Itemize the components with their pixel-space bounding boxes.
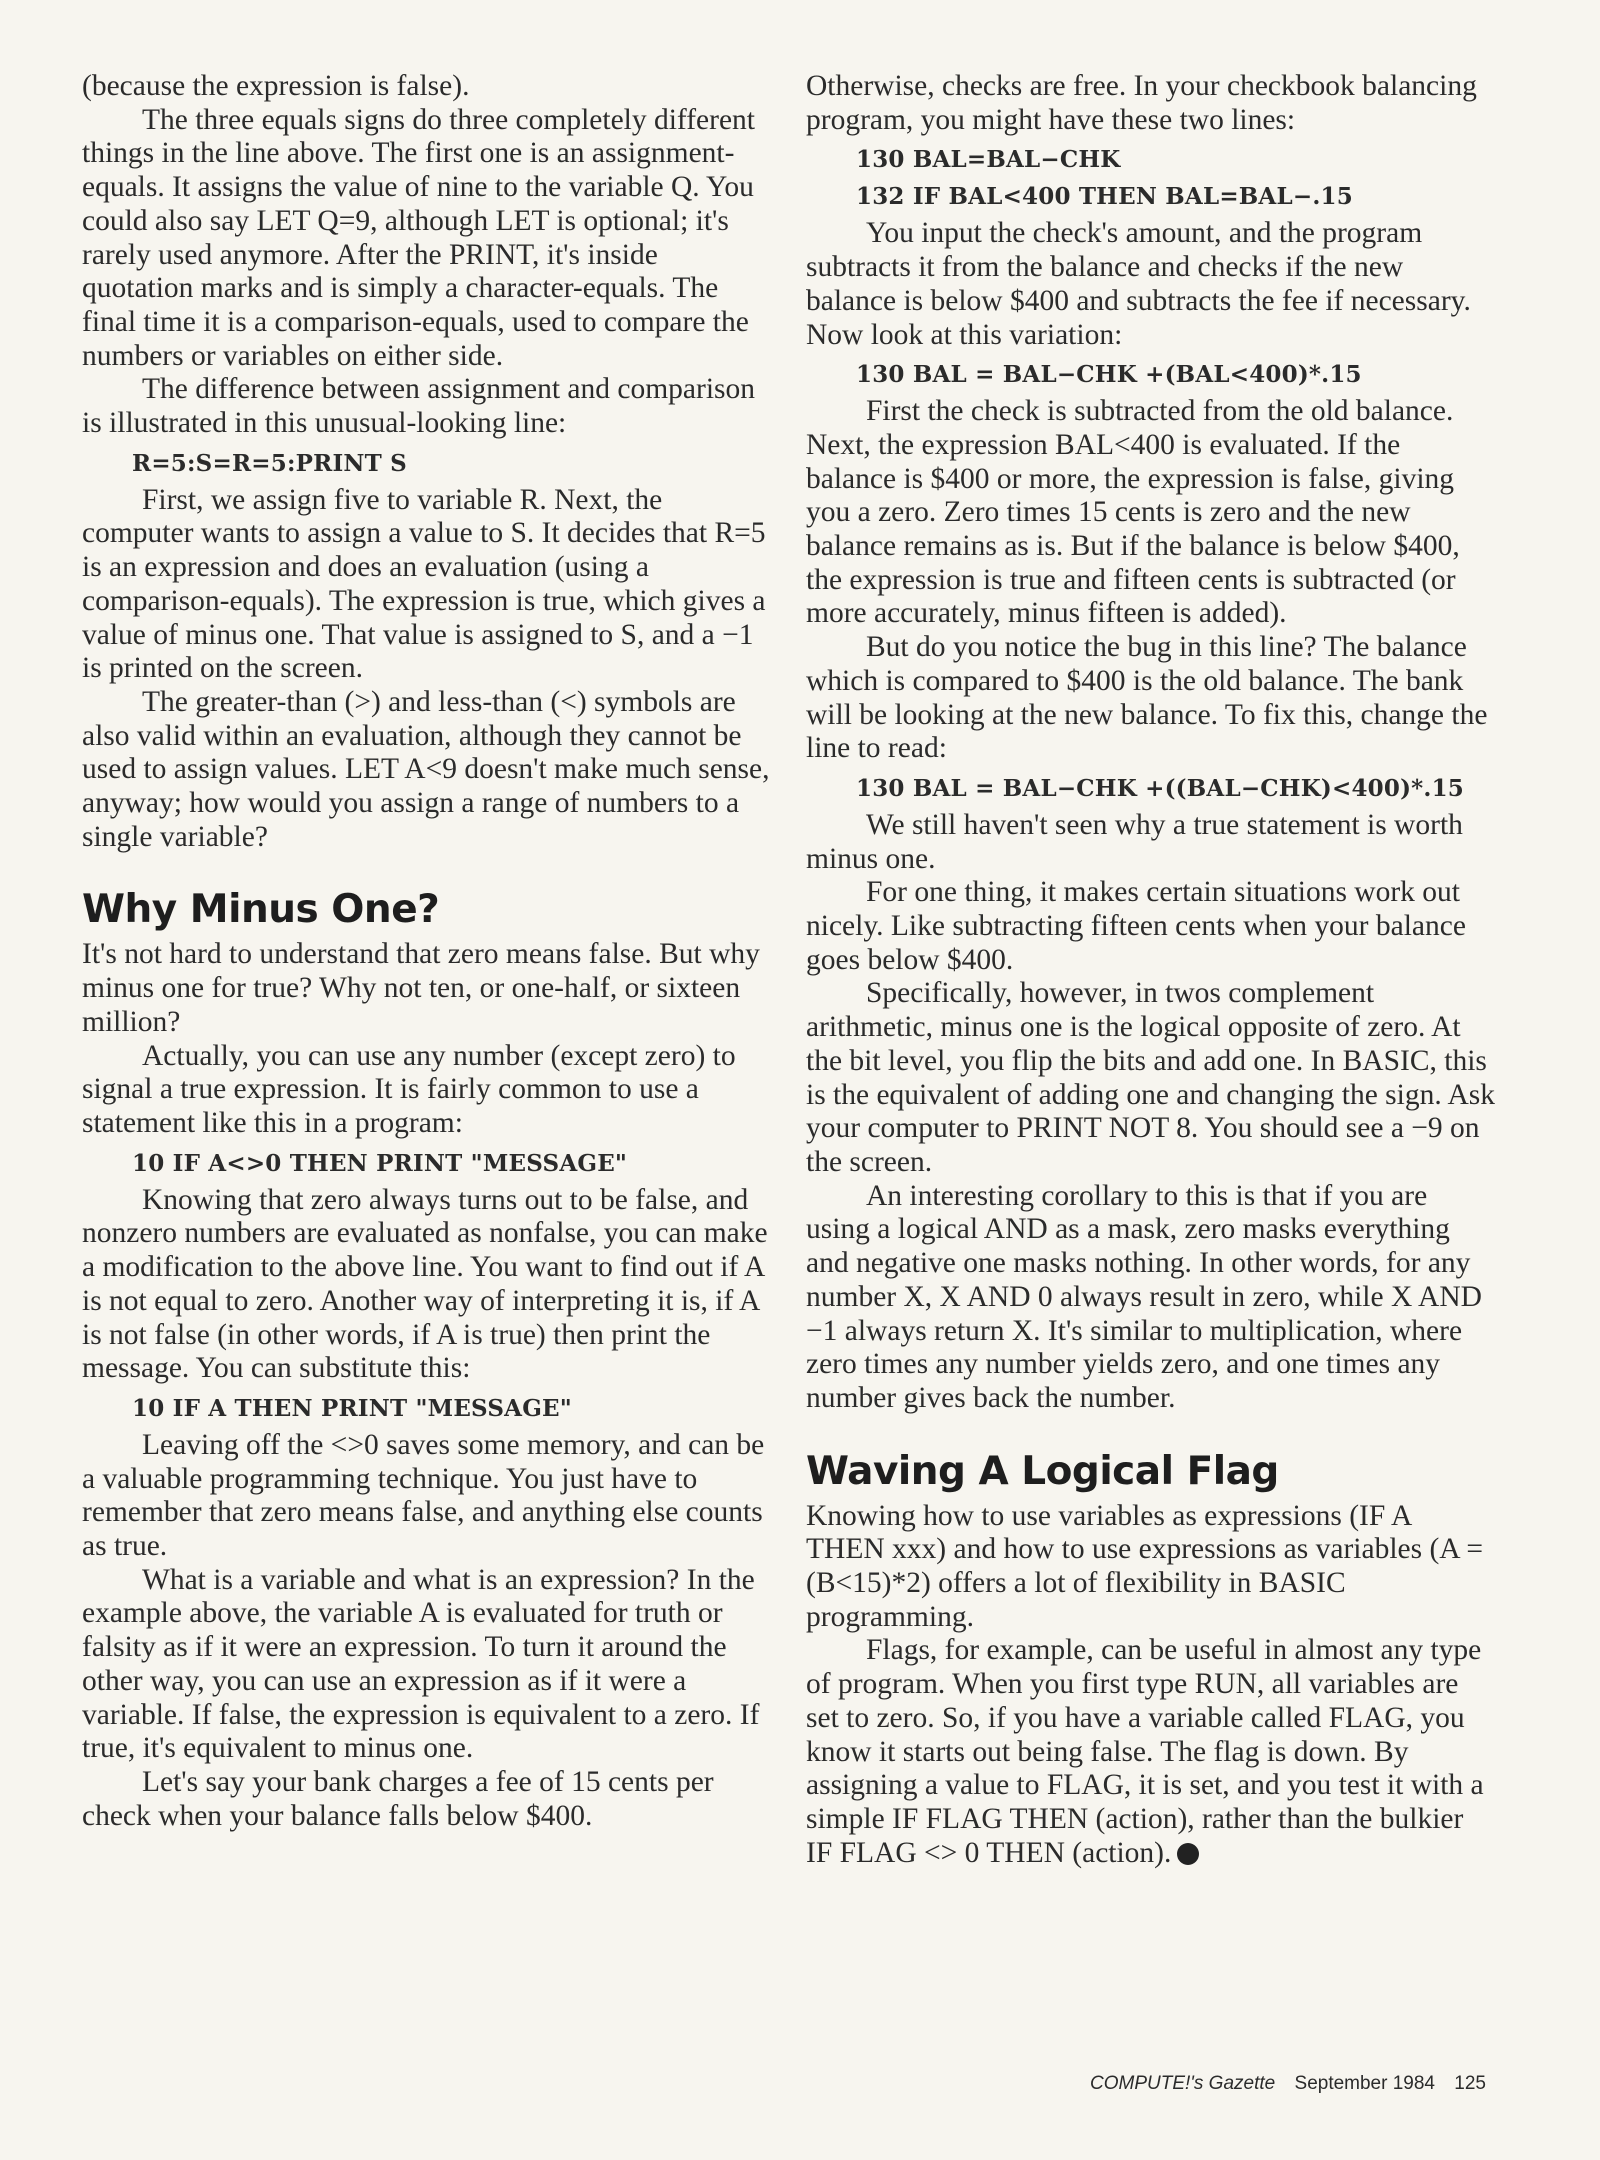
code-line: 132 IF BAL<400 THEN BAL=BAL−.15 [856,183,1353,211]
paragraph: The difference between assignment and comparison is illustrated in this unusual-looking line: [82,373,755,440]
code-line: 130 BAL=BAL−CHK [856,146,1121,174]
section-heading: Waving A Logical Flag [806,1448,1279,1494]
paragraph: For one thing, it makes certain situations work out nicely. Like subtracting fifteen cents when your balance goes below $400. [806,876,1466,976]
paragraph: Actually, you can use any number (except zero) to signal a true expression. It is fairly common to use a statement like this in a program: [82,1039,736,1139]
paragraph: The greater-than (>) and less-than (<) symbols are also valid within an evaluation, although they cannot be used to assign values. LET A<9 doesn't make much sense, anyway; how would you assign a range of numbers to a single variable? [82,685,770,853]
paragraph-text: Flags, for example, can be useful in almost any type of program. When you first type RUN, all variables are set to zero. So, if you have a variable called FLAG, you know it starts out being false. The flag is down. By assigning a value to FLAG, it is set, and you test it with a simple IF FLAG THEN (action), rather than the bulkier IF FLAG <> 0 THEN (action). [806,1634,1484,1869]
paragraph: Otherwise, checks are free. In your checkbook balancing program, you might have these two lines: [806,70,1477,136]
page-number: 125 [1454,2073,1486,2094]
paragraph: First, we assign five to variable R. Next, the computer wants to assign a value to S. It decides that R=5 is an expression and does an evaluation (using a comparison-equals). The expression is true, which gives a value of minus one. That value is assigned to S, and a −1 is printed on the screen. [82,483,766,685]
paragraph: First the check is subtracted from the old balance. Next, the expression BAL<400 is evaluated. If the balance is $400 or more, the expression is false, giving you a zero. Zero times 15 cents is zero and the new balance remains as is. But if the balance is below $400, the expression is true and fifteen cents is subtracted (or more accurately, minus fifteen is added). [806,395,1460,630]
code-line: 10 IF A THEN PRINT "MESSAGE" [132,1394,572,1422]
paragraph: What is a variable and what is an expression? In the example above, the variable A is evaluated for truth or falsity as if it were an expression. To turn it around the other way, you can use an expression as if it were a variable. If false, the expression is equivalent to a zero. If true, it's equivalent to minus one. [82,1563,760,1765]
paragraph: Leaving off the <>0 saves some memory, and can be a valuable programming technique. You just have to remember that zero means false, and anything else counts as true. [82,1428,765,1563]
paragraph: The three equals signs do three completely different things in the line above. The first one is an assignment-equals. It assigns the value of nine to the variable Q. You could also say LET Q=9, although LET is optional; it's rarely used anymore. After the PRINT, it's inside quotation marks and is simply a character-equals. The final time it is a comparison-equals, used to compare the numbers or variables on either side. [82,103,756,372]
paragraph: Let's say your bank charges a fee of 15 cents per check when your balance falls below $400. [82,1765,714,1832]
paragraph: Knowing how to use variables as expressions (IF A THEN xxx) and how to use expressions as variables (A = (B<15)*2) offers a lot of flexibility in BASIC programming. [806,1499,1483,1633]
code-line: 130 BAL = BAL−CHK +(BAL<400)*.15 [856,361,1362,389]
right-column [806,70,1496,1870]
paragraph: We still haven't seen why a true statement is worth minus one. [806,808,1463,875]
paragraph: Knowing that zero always turns out to be false, and nonzero numbers are evaluated as nonfalse, you can make a modification to the above line. You want to find out if A is not equal to zero. Another way of interpreting it is, if A is not false (in other words, if A is true) then print the message. You can substitute this: [82,1183,768,1385]
paragraph [806,1634,1496,1870]
paragraph: You input the check's amount, and the program subtracts it from the balance and checks if the new balance is below $400 and subtracts the fee if necessary. Now look at this variation: [806,217,1471,351]
code-line: 130 BAL = BAL−CHK +((BAL−CHK)<400)*.15 [856,774,1465,802]
paragraph: An interesting corollary to this is that if you are using a logical AND as a mask, zero masks everything and negative one masks nothing. In other words, for any number X, X AND 0 always result in zero, while X AND −1 always return X. It's similar to multiplication, where zero times any number yields zero, and one times any number gives back the number. [806,1179,1482,1414]
code-line: 10 IF A<>0 THEN PRINT "MESSAGE" [132,1149,628,1177]
page-footer [1090,2073,1500,2095]
magazine-title: COMPUTE!'s Gazette [1090,2073,1276,2094]
paragraph: But do you notice the bug in this line? The balance which is compared to $400 is the old balance. The bank will be looking at the new balance. To fix this, change the line to read: [806,631,1488,765]
code-line: R=5:S=R=5:PRINT S [132,449,407,477]
left-column [82,70,772,1833]
paragraph: Specifically, however, in twos complement arithmetic, minus one is the logical opposite of zero. At the bit level, you flip the bits and add one. In BASIC, this is the equivalent of adding one and changing the sign. Ask your computer to PRINT NOT 8. You should see a −9 on the screen. [806,977,1496,1178]
issue-date: September 1984 [1294,2073,1436,2094]
paragraph: It's not hard to understand that zero means false. But why minus one for true? Why not ten, or one-half, or sixteen million? [82,938,760,1038]
paragraph: (because the expression is false). [82,70,470,102]
compute-logo-icon [1177,1843,1199,1865]
section-heading: Why Minus One? [82,887,440,933]
